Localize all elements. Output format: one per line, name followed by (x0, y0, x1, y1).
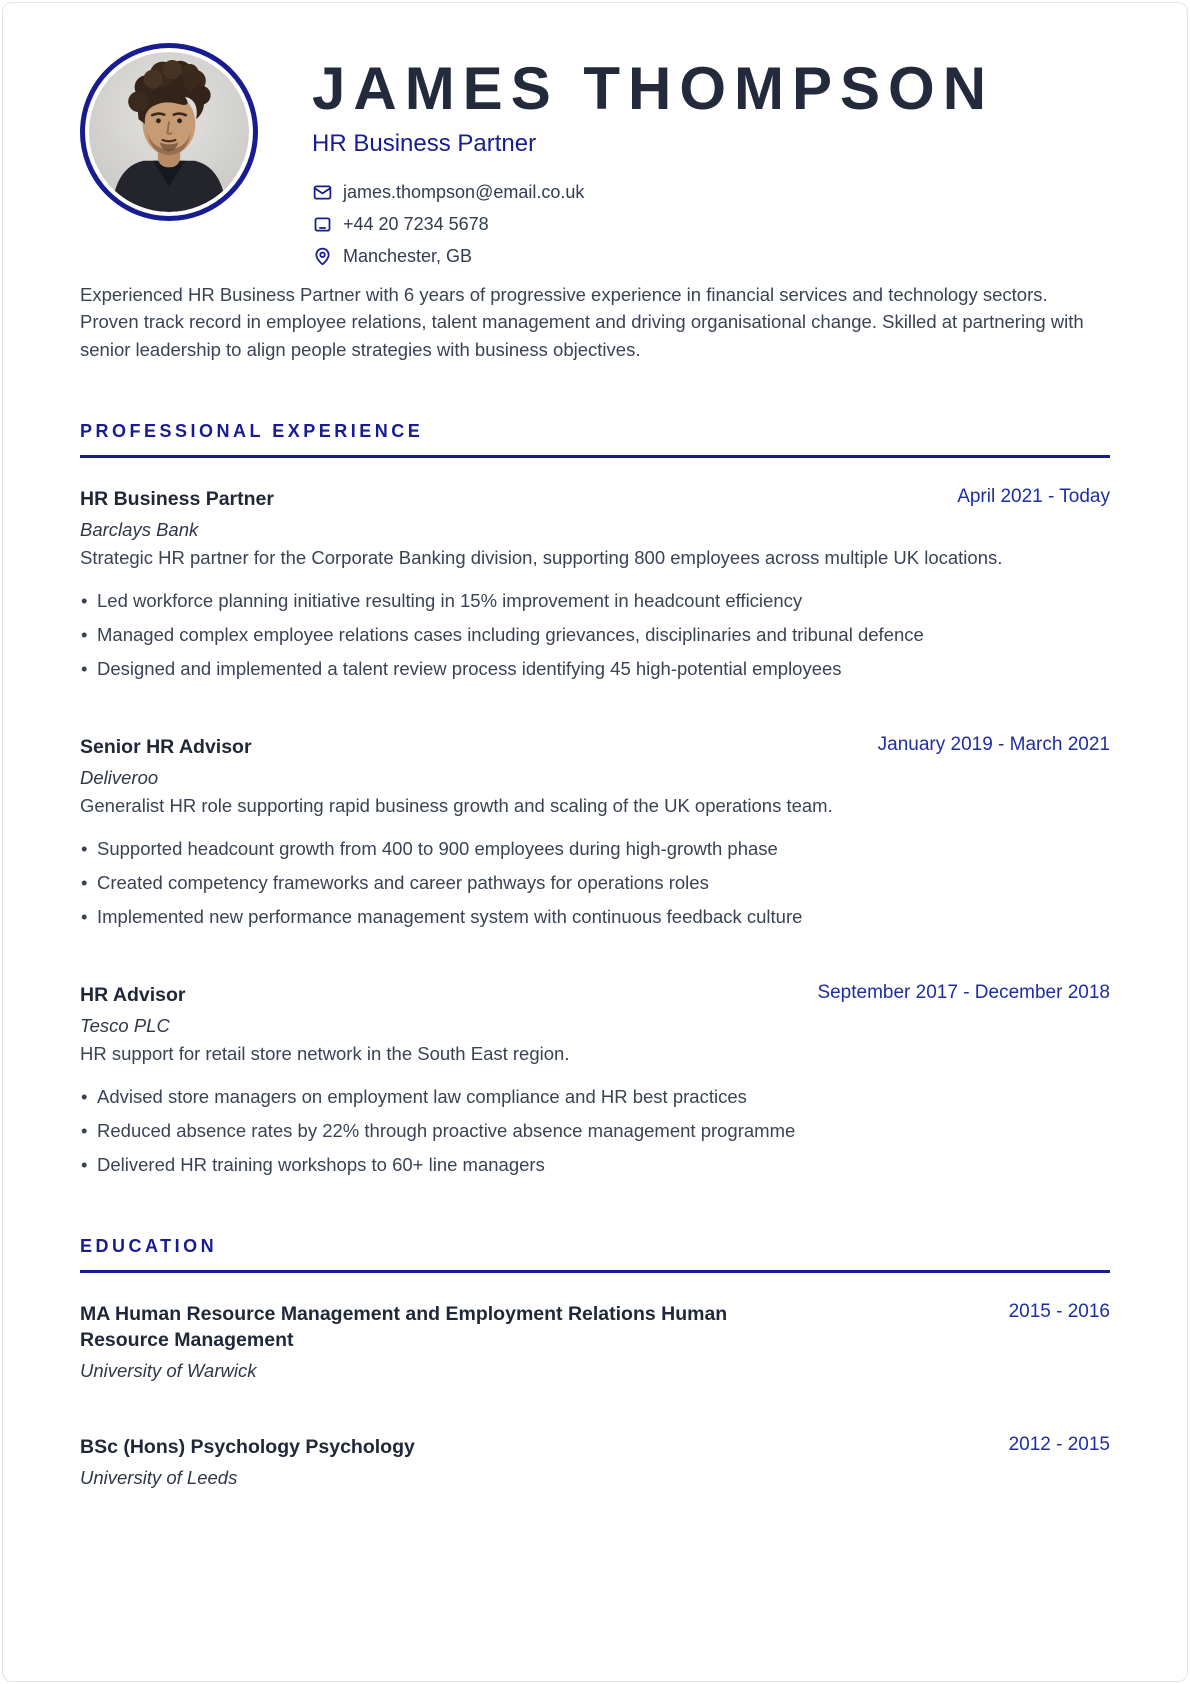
job-description: Strategic HR partner for the Corporate Banking division, supporting 800 employees across multiple UK locations. (80, 547, 1003, 569)
profile-photo-image (89, 52, 249, 212)
institution-name: University of Warwick (80, 1360, 257, 1382)
job-bullet-list (80, 836, 1110, 930)
bullet-item: • Created competency frameworks and career pathways for operations roles (80, 870, 1110, 896)
company-name: Barclays Bank (80, 519, 199, 541)
bullet-item: • Reduced absence rates by 22% through proactive absence management programme (80, 1118, 1110, 1144)
degree-title: BSc (Hons) Psychology Psychology (80, 1436, 415, 1459)
email-text: james.thompson@email.co.uk (343, 182, 585, 202)
experience-heading: PROFESSIONAL EXPERIENCE (80, 421, 1110, 458)
person-name: JAMES THOMPSON (312, 55, 995, 122)
contact-location (312, 246, 994, 267)
bullet-item: • Advised store managers on employment law compliance and HR best practices (80, 1084, 1110, 1110)
job-bullet-list (80, 588, 1110, 682)
email-icon (312, 182, 333, 203)
header-text-block (312, 43, 994, 267)
bullet-item: • Supported headcount growth from 400 to 900 employees during high-growth phase (80, 836, 1110, 862)
job-description: HR support for retail store network in the South East region. (80, 1043, 570, 1065)
job-dates: April 2021 - Today (957, 486, 1110, 508)
location-icon (312, 246, 333, 267)
location-text: Manchester, GB (343, 246, 473, 266)
degree-dates: 2015 - 2016 (1008, 1300, 1110, 1322)
profile-summary: Experienced HR Business Partner with 6 years of progressive experience in financial services and technology sectors. Proven track record in employee relations, talent management and driving organisational change. Skilled at partnering with senior leadership to align people strategies with business objectives. (80, 284, 1084, 360)
company-name: Tesco PLC (80, 1015, 170, 1037)
degree-dates: 2012 - 2015 (1008, 1434, 1110, 1456)
job-dates: January 2019 - March 2021 (877, 733, 1110, 755)
education-entry (80, 1301, 1110, 1383)
entry-header (80, 1434, 1110, 1460)
job-title: Senior HR Advisor (80, 735, 252, 758)
education-section (80, 1236, 1110, 1490)
job-title: HR Advisor (80, 983, 186, 1006)
contact-phone (312, 214, 994, 235)
experience-section (80, 421, 1110, 1177)
job-dates: September 2017 - December 2018 (817, 981, 1110, 1003)
institution-name: University of Leeds (80, 1467, 238, 1489)
bullet-item: • Managed complex employee relations cases including grievances, disciplinaries and tribunal defence (80, 622, 1110, 648)
bullet-item: • Implemented new performance management system with continuous feedback culture (80, 904, 1110, 930)
bullet-item: • Delivered HR training workshops to 60+ line managers (80, 1152, 1110, 1178)
contact-list (312, 182, 994, 267)
entry-header (80, 982, 1110, 1008)
person-job-title: HR Business Partner (312, 130, 537, 157)
company-name: Deliveroo (80, 767, 159, 789)
cv-page (2, 2, 1188, 1682)
entry-header (80, 1301, 1110, 1354)
experience-entry (80, 486, 1110, 682)
degree-title: MA Human Resource Management and Employment Relations Human Resource Management (80, 1302, 728, 1351)
phone-icon (312, 214, 333, 235)
job-bullet-list (80, 1084, 1110, 1178)
experience-entry (80, 982, 1110, 1178)
cv-header (80, 43, 1110, 267)
education-heading: EDUCATION (80, 1236, 1110, 1273)
job-description: Generalist HR role supporting rapid business growth and scaling of the UK operations team. (80, 795, 833, 817)
experience-entry (80, 734, 1110, 930)
bullet-item: • Designed and implemented a talent review process identifying 45 high-potential employees (80, 656, 1110, 682)
education-entry (80, 1434, 1110, 1489)
job-title: HR Business Partner (80, 488, 274, 511)
entry-header (80, 734, 1110, 760)
contact-email (312, 182, 994, 203)
phone-text: +44 20 7234 5678 (343, 214, 489, 234)
bullet-item: • Led workforce planning initiative resulting in 15% improvement in headcount efficiency (80, 588, 1110, 614)
profile-photo (80, 43, 258, 221)
entry-header (80, 486, 1110, 512)
